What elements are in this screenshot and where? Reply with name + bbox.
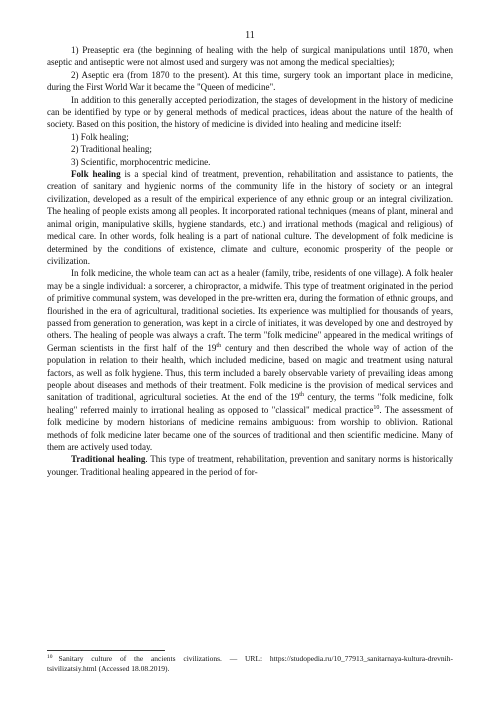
- paragraph-folk-healing: [47, 168, 453, 267]
- footnote-mark: 10: [47, 653, 53, 660]
- list-item-scientific-medicine: 3) Scientific, morphocentric medicine.: [71, 156, 211, 167]
- superscript-th: th: [299, 392, 304, 399]
- footnote-text: Sanitary culture of the ancients civilizations. — URL: https://studopedia.ru/10_77913_sanitarnaya-kultura-drevnih-tsivilizatsiy.html (Accessed 18.08.2019).: [47, 654, 453, 674]
- list-item-folk-healing: 1) Folk healing;: [71, 131, 129, 142]
- paragraph-traditional-healing: [47, 453, 453, 478]
- term-folk-healing: Folk healing: [71, 169, 121, 180]
- paragraph-folk-medicine: [47, 267, 453, 453]
- paragraph-periodization: In addition to this generally accepted periodization, the stages of development in the history of medicine can be identified by type or by general methods of medical practices, ideas about the nature of the health of society. Based on this position, the history of medicine is divided into healing and medicine itself:: [47, 94, 453, 130]
- paragraph-aseptic-era: 2) Aseptic era (from 1870 to the present). At this time, surgery took an important place in medicine, during the First World War it became the "Queen of medicine".: [47, 69, 453, 93]
- folk-healing-definition: is a special kind of treatment, prevention, rehabilitation and assistance to patients, the creation of sanitary and hygienic norms of the community life in the history of society or an integral civilization, developed as a result of the empirical experience of any ethnic group or an integral civilization. The healing of people exists among all peoples. It incorporated rational techniques (means of plant, mineral and animal origin, manipulative skills, hygiene standards, etc.) and irrational methods (magical and religious) of medical care. In other words, folk healing is a part of national culture. The development of folk medicine is determined by the conditions of existence, climate and culture, economic prosperity of the people or civilization.: [47, 169, 453, 266]
- page-number: 11: [245, 30, 255, 41]
- superscript-th: th: [216, 342, 222, 349]
- main-text: [47, 44, 453, 478]
- footnote-reference[interactable]: 10: [373, 404, 380, 411]
- term-traditional-healing: Traditional healing: [71, 454, 146, 465]
- list-item-traditional-healing: 2) Traditional healing;: [71, 144, 152, 155]
- folk-medicine-text-d: . The assessment of folk medicine by modern historians of medicine remains ambiguous: from worship to oblivion. Rational methods of folk medicine later became one of the sources of traditional and then scientific medicine. Many of them are actively used today.: [47, 404, 453, 452]
- folk-medicine-text-b: century and then described the whole way of action of the population in relation to their health, which included medicine, based on magic and treatment using natural factors, as well as folk hygiene. Thus, this term included a barely observable variety of prevailing ideas among people about diseases and methods of their treatment. Folk medicine is the provision of medical services and sanitation of traditional, agricultural societies. At the end of the 19: [47, 342, 454, 403]
- traditional-healing-text: . This type of treatment, rehabilitation, prevention and sanitary norms is historically younger. Traditional healing appeared in the period of for-: [47, 454, 453, 477]
- paragraph-preaseptic-era: 1) Preaseptic era (the beginning of healing with the help of surgical manipulations until 1870, when aseptic and antiseptic were not almost used and surgery was not among the medical specialties);: [47, 45, 453, 68]
- folk-medicine-text-a: In folk medicine, the whole team can act as a healer (family, tribe, residents of one village). A folk healer may be a single individual: a sorcerer, a chiropractor, a midwife. This type of treatment originated in the period of primitive communal system, was developed in the pre-written era, during the formation of ethnic groups, and flourished in the era of agricultural, traditional societies. Its experience was multiplied for thousands of years, passed from generation to generation, was kept in a circle of initiates, it was developed by one and destroyed by others. The healing of people was always a craft. The term "folk medicine" appeared in the medical writings of German scientists in the first half of the 19: [47, 268, 453, 353]
- footnote: [47, 654, 453, 675]
- folk-medicine-text-c: century, the terms "folk medicine, folk healing" referred mainly to irrational healing as opposed to "classical" medical practice: [47, 392, 453, 415]
- footnote-divider: [47, 650, 165, 651]
